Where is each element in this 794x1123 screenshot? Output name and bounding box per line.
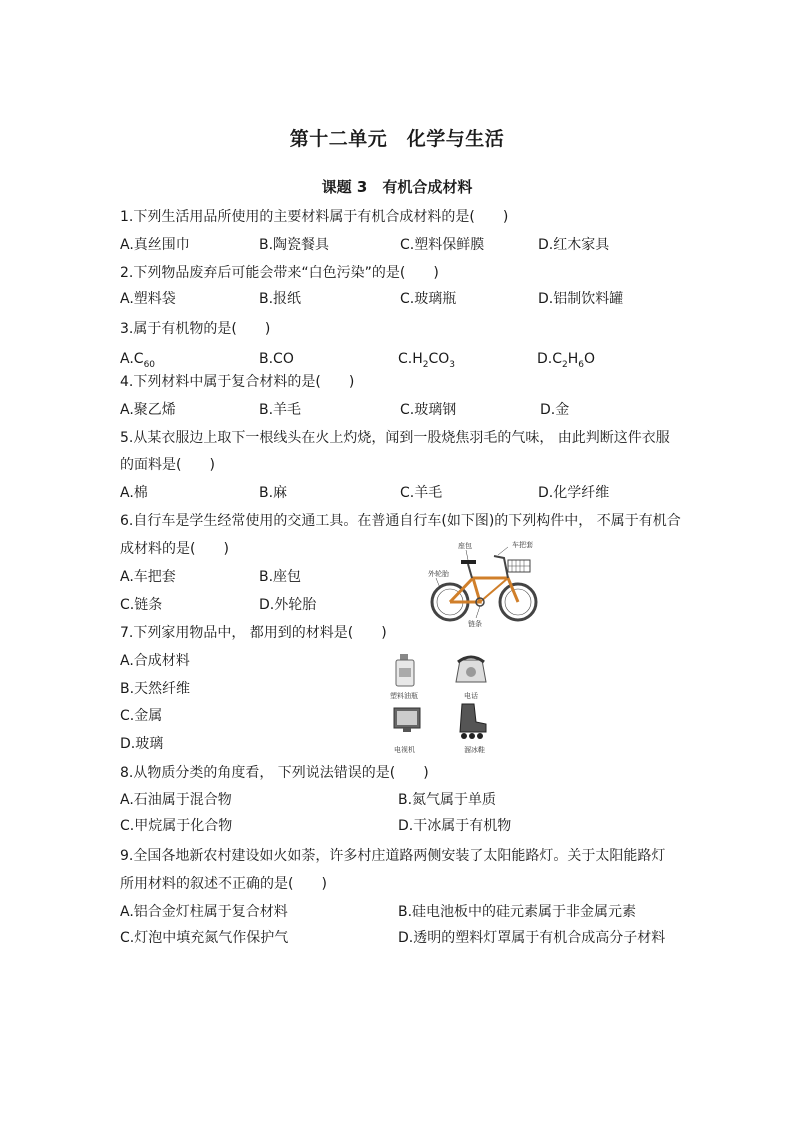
question-5-stem-line-1: 5.从某衣服边上取下一根线头在火上灼烧，闻到一股烧焦羽毛的气味， 由此判断这件衣服 [120, 430, 670, 446]
q7-option-c: C.金属 [120, 708, 163, 724]
question-5-stem-line-2: 的面料是( ) [120, 457, 215, 473]
q2-option-b: B.报纸 [259, 291, 302, 307]
question-1-stem: 1.下列生活用品所使用的主要材料属于有机合成材料的是( ) [120, 209, 509, 225]
q8-option-c: C.甲烷属于化合物 [120, 818, 233, 834]
q9-option-a: A.铝合金灯柱属于复合材料 [120, 904, 288, 920]
q2-option-c: C.玻璃瓶 [400, 291, 457, 307]
q3-option-b: B.CO [259, 351, 294, 367]
question-6-stem-line-2: 成材料的是( ) [120, 541, 229, 557]
q3-option-c: $C.H_2CO_3$ [398, 351, 456, 370]
q7-option-a: A.合成材料 [120, 653, 190, 669]
roller-skate-icon [460, 704, 486, 739]
figure-label-tire: 外轮胎 [428, 570, 449, 578]
q1-option-b: B.陶瓷餐具 [259, 237, 330, 253]
q1-option-d: D.红木家具 [538, 237, 610, 253]
q4-option-a: A.聚乙烯 [120, 402, 176, 418]
question-9-stem-line-1: 9.全国各地新农村建设如火如荼，许多村庄道路两侧安装了太阳能路灯。关于太阳能路灯 [120, 848, 666, 864]
bicycle-icon [432, 556, 536, 620]
page-title: 第十二单元 化学与生活 [289, 128, 505, 150]
q9-option-b: B.硅电池板中的硅元素属于非金属元素 [398, 904, 637, 920]
q5-option-a: A.棉 [120, 485, 148, 501]
q8-option-a: A.石油属于混合物 [120, 792, 232, 808]
lesson-subtitle: 课题 3 有机合成材料 [321, 178, 473, 196]
figure-label-handle: 车把套 [512, 541, 533, 549]
figure-label-seat: 座包 [458, 542, 472, 550]
q4-option-c: C.玻璃钢 [400, 402, 457, 418]
question-9-stem-line-2: 所用材料的叙述不正确的是( ) [120, 876, 327, 892]
q8-option-d: D.干冰属于有机物 [398, 818, 512, 834]
figure-label-chain: 链条 [468, 620, 482, 628]
q3-option-a: $A.C_{60}$ [120, 351, 156, 370]
q6-option-d: D.外轮胎 [259, 597, 317, 613]
question-4-stem: 4.下列材料中属于复合材料的是( ) [120, 374, 355, 390]
q1-option-c: C.塑料保鲜膜 [400, 237, 485, 253]
television-icon [394, 708, 420, 732]
question-7-stem: 7.下列家用物品中， 都用到的材料是( ) [120, 625, 387, 641]
question-8-stem: 8.从物质分类的角度看， 下列说法错误的是( ) [120, 765, 429, 781]
q6-option-b: B.座包 [259, 569, 302, 585]
q4-option-d: D.金 [540, 402, 570, 418]
question-6-stem-line-1: 6.自行车是学生经常使用的交通工具。在普通自行车(如下图)的下列构件中， 不属于有机合 [120, 513, 681, 529]
household-items-figure [388, 648, 508, 756]
q5-option-c: C.羊毛 [400, 485, 443, 501]
question-2-stem: 2.下列物品废弃后可能会带来“白色污染”的是( ) [120, 265, 439, 281]
telephone-icon [456, 657, 486, 682]
q2-option-a: A.塑料袋 [120, 291, 176, 307]
q8-option-b: B.氮气属于单质 [398, 792, 497, 808]
q7-option-b: B.天然纤维 [120, 681, 191, 697]
bicycle-figure [428, 540, 546, 628]
q1-option-a: A.真丝围巾 [120, 237, 190, 253]
q5-option-d: D.化学纤维 [538, 485, 610, 501]
q9-option-c: C.灯泡中填充氮气作保护气 [120, 930, 289, 946]
q5-option-b: B.麻 [259, 485, 288, 501]
question-3-stem: 3.属于有机物的是( ) [120, 321, 271, 337]
q2-option-d: D.铝制饮料罐 [538, 291, 624, 307]
q7-option-d: D.玻璃 [120, 736, 164, 752]
item-label-phone: 电话 [464, 692, 478, 700]
item-label-bottle: 塑料油瓶 [390, 692, 418, 700]
bottle-icon [396, 654, 414, 686]
q3-option-d: $D.C_2H_6O$ [537, 351, 596, 370]
q4-option-b: B.羊毛 [259, 402, 302, 418]
item-label-tv: 电视机 [394, 746, 415, 754]
item-label-skate: 溜冰鞋 [464, 746, 485, 754]
q9-option-d: D.透明的塑料灯罩属于有机合成高分子材料 [398, 930, 666, 946]
q6-option-c: C.链条 [120, 597, 163, 613]
q6-option-a: A.车把套 [120, 569, 176, 585]
